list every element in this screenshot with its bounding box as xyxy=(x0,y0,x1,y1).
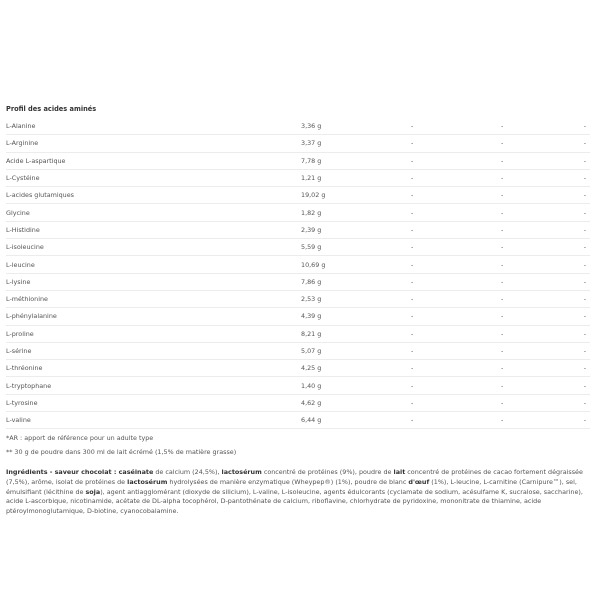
ingredient-text: (1%), L-leucine, L-carnitine (Carnipure™), sel, émulsifiant (lécithine de xyxy=(6,477,577,496)
ref-intake-cell: - xyxy=(411,290,501,307)
ingredient-highlight: caséinate xyxy=(118,468,154,477)
table-row xyxy=(6,325,590,342)
table-row xyxy=(6,342,590,359)
amino-acid-name: L-sérine xyxy=(6,342,301,359)
footnote-ar: *AR : apport de référence pour un adulte type xyxy=(6,434,154,443)
amino-acid-value: 3,37 g xyxy=(301,135,411,152)
amino-acid-value: 1,40 g xyxy=(301,377,411,394)
table-row xyxy=(6,360,590,377)
amino-acid-value: 4,39 g xyxy=(301,308,411,325)
ref-intake-cell: - xyxy=(411,360,501,377)
amino-acid-value: 8,21 g xyxy=(301,325,411,342)
ref-intake-cell: - xyxy=(411,273,501,290)
ingredient-text: concentré de protéines (9%), poudre de xyxy=(261,468,394,477)
table-row xyxy=(6,377,590,394)
table-row xyxy=(6,394,590,411)
table-row xyxy=(6,169,590,186)
amino-acid-name: L-isoleucine xyxy=(6,239,301,256)
per-serving-ref-cell: - xyxy=(583,169,590,186)
amino-acid-name: L-acides glutamiques xyxy=(6,187,301,204)
table-row xyxy=(6,308,590,325)
per-serving-cell: - xyxy=(501,221,583,238)
table-row xyxy=(6,412,590,429)
section-title: Profil des acides aminés xyxy=(6,105,97,113)
ref-intake-cell: - xyxy=(411,152,501,169)
table-row xyxy=(6,239,590,256)
table-row xyxy=(6,118,590,135)
amino-acid-value: 7,78 g xyxy=(301,152,411,169)
ingredient-highlight: lactosérum xyxy=(127,477,168,486)
amino-acid-name: L-méthionine xyxy=(6,290,301,307)
amino-acid-name: L-tyrosine xyxy=(6,394,301,411)
per-serving-ref-cell: - xyxy=(583,256,590,273)
amino-acid-name: L-Alanine xyxy=(6,118,301,135)
amino-acid-name: L-leucine xyxy=(6,256,301,273)
table-row xyxy=(6,256,590,273)
per-serving-cell: - xyxy=(501,239,583,256)
table-row xyxy=(6,273,590,290)
amino-acid-name: L-phénylalanine xyxy=(6,308,301,325)
table-row xyxy=(6,221,590,238)
per-serving-cell: - xyxy=(501,360,583,377)
per-serving-cell: - xyxy=(501,204,583,221)
ingredients-paragraph xyxy=(6,468,590,516)
amino-acid-name: L-lysine xyxy=(6,273,301,290)
per-serving-cell: - xyxy=(501,342,583,359)
footnote-serving: ** 30 g de poudre dans 300 ml de lait écrémé (1,5% de matière grasse) xyxy=(6,448,237,457)
per-serving-cell: - xyxy=(501,152,583,169)
per-serving-ref-cell: - xyxy=(583,377,590,394)
per-serving-ref-cell: - xyxy=(583,360,590,377)
amino-acid-value: 19,02 g xyxy=(301,187,411,204)
amino-acid-table xyxy=(6,118,590,429)
amino-acid-name: L-tryptophane xyxy=(6,377,301,394)
ingredient-highlight: lactosérum xyxy=(221,468,262,477)
amino-acid-section xyxy=(6,104,590,516)
per-serving-ref-cell: - xyxy=(583,290,590,307)
ingredient-highlight: lait xyxy=(393,468,406,477)
amino-acid-value: 5,59 g xyxy=(301,239,411,256)
per-serving-ref-cell: - xyxy=(583,273,590,290)
per-serving-ref-cell: - xyxy=(583,394,590,411)
ref-intake-cell: - xyxy=(411,377,501,394)
amino-acid-value: 2,53 g xyxy=(301,290,411,307)
table-row xyxy=(6,152,590,169)
per-serving-ref-cell: - xyxy=(583,152,590,169)
per-serving-cell: - xyxy=(501,325,583,342)
table-row xyxy=(6,204,590,221)
ref-intake-cell: - xyxy=(411,256,501,273)
amino-acid-value: 10,69 g xyxy=(301,256,411,273)
per-serving-ref-cell: - xyxy=(583,135,590,152)
per-serving-cell: - xyxy=(501,135,583,152)
per-serving-cell: - xyxy=(501,187,583,204)
amino-acid-rows xyxy=(6,118,590,429)
per-serving-cell: - xyxy=(501,273,583,290)
per-serving-ref-cell: - xyxy=(583,187,590,204)
amino-acid-value: 6,44 g xyxy=(301,412,411,429)
ref-intake-cell: - xyxy=(411,221,501,238)
per-serving-ref-cell: - xyxy=(583,118,590,135)
per-serving-ref-cell: - xyxy=(583,325,590,342)
amino-acid-value: 3,36 g xyxy=(301,118,411,135)
amino-acid-value: 7,86 g xyxy=(301,273,411,290)
per-serving-cell: - xyxy=(501,377,583,394)
table-row xyxy=(6,135,590,152)
amino-acid-name: L-Histidine xyxy=(6,221,301,238)
per-serving-cell: - xyxy=(501,169,583,186)
per-serving-cell: - xyxy=(501,118,583,135)
ingredient-text: concentré de protéines de cacao fortement dégraissée (7,5%), arôme, isolat de protéines de xyxy=(6,468,583,486)
amino-acid-name: L-valine xyxy=(6,412,301,429)
per-serving-cell: - xyxy=(501,412,583,429)
ref-intake-cell: - xyxy=(411,239,501,256)
table-row xyxy=(6,187,590,204)
ref-intake-cell: - xyxy=(411,118,501,135)
per-serving-ref-cell: - xyxy=(583,221,590,238)
ref-intake-cell: - xyxy=(411,308,501,325)
per-serving-ref-cell: - xyxy=(583,239,590,256)
amino-acid-name: L-Cystéine xyxy=(6,169,301,186)
per-serving-ref-cell: - xyxy=(583,342,590,359)
ingredient-text: ), agent antiagglomérant (dioxyde de silicium), L-valine, L-isoleucine, agents édulcorants (cyclamate de sodium, acésulfame K, sucralose, saccharine), acide L-ascorbique, nicotinamide, acétate de DL-alpha tocophérol, D-pantothénate de calcium, riboflavine, chlorhydrate de pyridoxine, mononitrate de thiamine, acide ptéroylmonoglutamique, D-biotine, cyanocobalamine. xyxy=(6,487,583,515)
ref-intake-cell: - xyxy=(411,342,501,359)
footnotes xyxy=(6,432,590,460)
amino-acid-name: L-proline xyxy=(6,325,301,342)
per-serving-ref-cell: - xyxy=(583,204,590,221)
amino-acid-name: L-Arginine xyxy=(6,135,301,152)
per-serving-ref-cell: - xyxy=(583,308,590,325)
table-row xyxy=(6,290,590,307)
ingredient-text: de calcium (24,5%), xyxy=(153,468,222,477)
amino-acid-value: 4,62 g xyxy=(301,394,411,411)
amino-acid-name: Acide L-aspartique xyxy=(6,152,301,169)
amino-acid-value: 1,21 g xyxy=(301,169,411,186)
ingredient-text: hydrolysées de manière enzymatique (Wheypep®) (1%), poudre de blanc xyxy=(167,477,409,486)
ref-intake-cell: - xyxy=(411,394,501,411)
per-serving-cell: - xyxy=(501,308,583,325)
amino-acid-name: Glycine xyxy=(6,204,301,221)
amino-acid-value: 5,07 g xyxy=(301,342,411,359)
per-serving-cell: - xyxy=(501,290,583,307)
per-serving-cell: - xyxy=(501,256,583,273)
ref-intake-cell: - xyxy=(411,169,501,186)
per-serving-cell: - xyxy=(501,394,583,411)
amino-acid-value: 1,82 g xyxy=(301,204,411,221)
ref-intake-cell: - xyxy=(411,204,501,221)
amino-acid-value: 2,39 g xyxy=(301,221,411,238)
ingredient-highlight: d'œuf xyxy=(408,477,430,486)
amino-acid-value: 4,25 g xyxy=(301,360,411,377)
ref-intake-cell: - xyxy=(411,187,501,204)
ingredient-highlight: Ingrédients - saveur chocolat : xyxy=(6,468,119,477)
ref-intake-cell: - xyxy=(411,325,501,342)
ref-intake-cell: - xyxy=(411,412,501,429)
ingredient-highlight: soja xyxy=(85,487,101,496)
ref-intake-cell: - xyxy=(411,135,501,152)
amino-acid-name: L-thréonine xyxy=(6,360,301,377)
per-serving-ref-cell: - xyxy=(583,412,590,429)
